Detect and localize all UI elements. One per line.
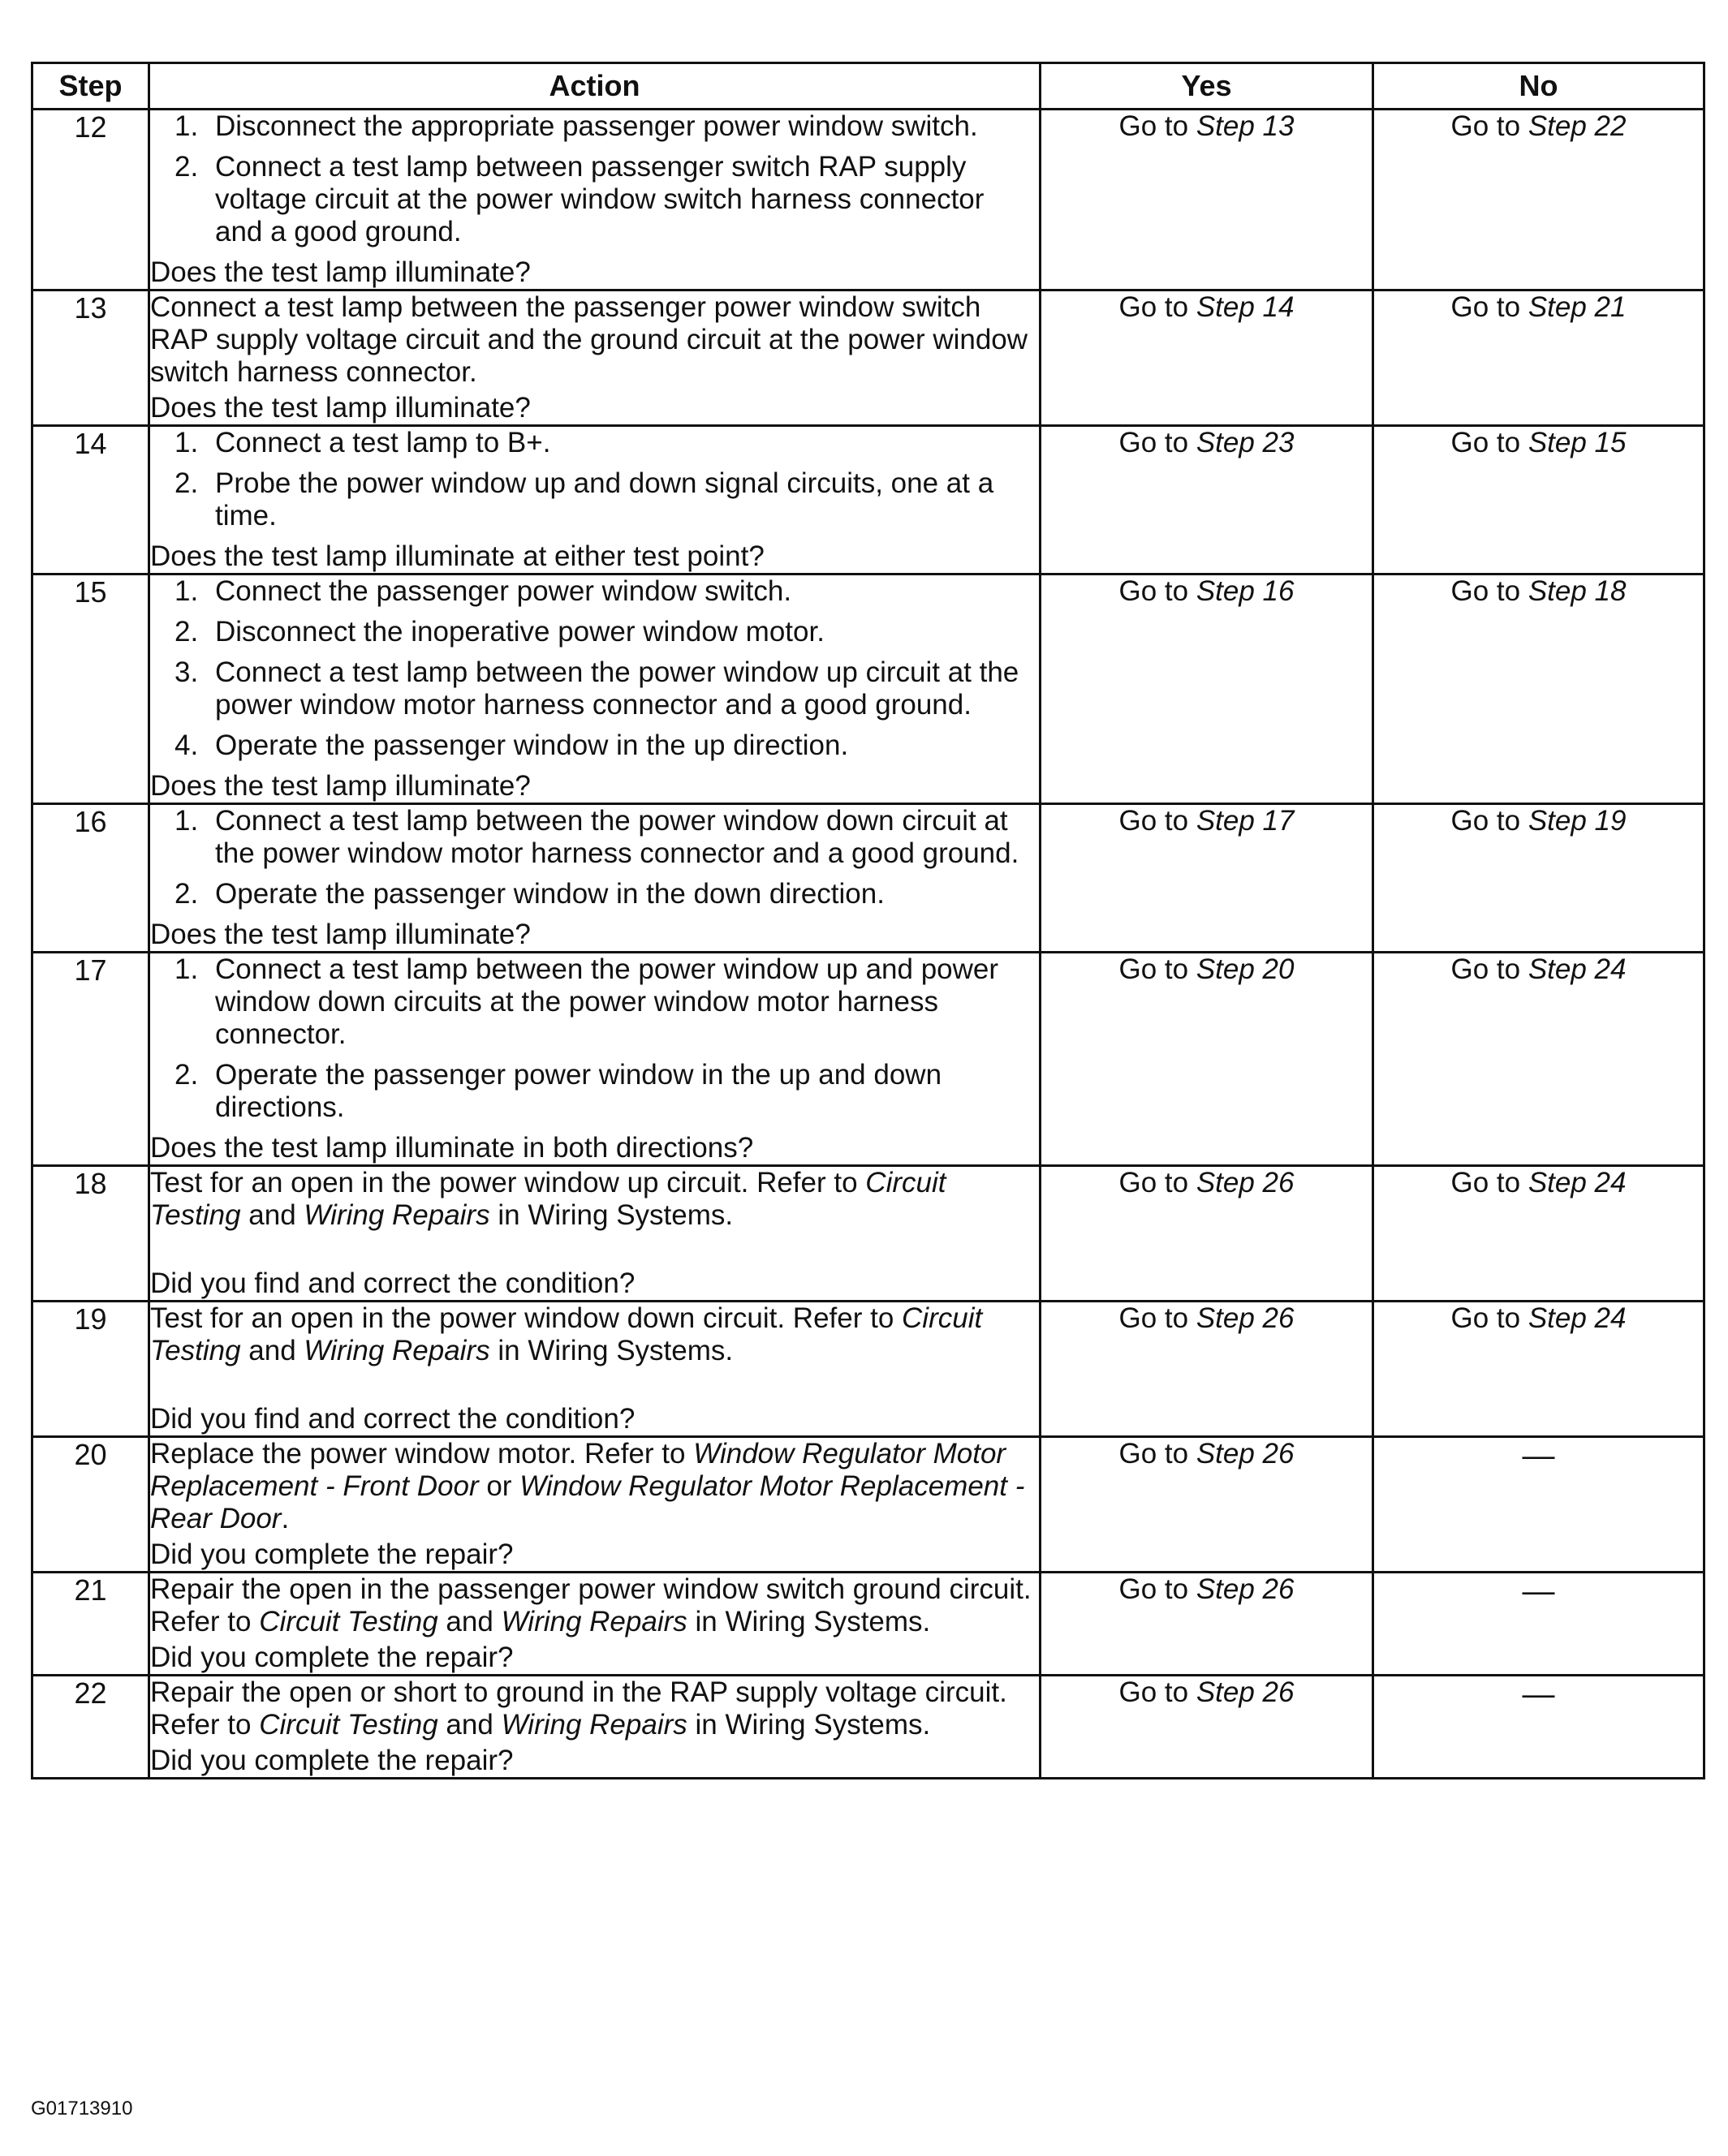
question-text: Does the test lamp illuminate? xyxy=(150,256,531,288)
no-prefix: Go to xyxy=(1450,427,1528,458)
document-reference: Wiring Repairs xyxy=(304,1335,490,1366)
action-text: . xyxy=(281,1503,290,1534)
substep-item xyxy=(150,616,1039,648)
action-text: and xyxy=(437,1606,502,1637)
document-reference: Window Regulator Motor Replacement - Rear Door xyxy=(150,1470,1025,1534)
action-text: Test for an open in the power window down circuit. Refer to xyxy=(150,1302,903,1334)
no-prefix: Go to xyxy=(1450,291,1528,323)
yes-step-reference: Step 17 xyxy=(1196,805,1295,837)
yes-prefix: Go to xyxy=(1118,1167,1196,1198)
action-cell xyxy=(149,1302,1041,1437)
yes-prefix: Go to xyxy=(1118,427,1196,458)
yes-result xyxy=(1041,290,1373,426)
no-prefix: Go to xyxy=(1450,1167,1528,1198)
table-header-row xyxy=(32,63,1704,110)
no-prefix: Go to xyxy=(1450,953,1528,985)
spacer-line xyxy=(150,1367,1039,1400)
substep-item xyxy=(150,151,1039,248)
yes-prefix: Go to xyxy=(1118,1676,1196,1708)
question-text: Does the test lamp illuminate at either test point? xyxy=(150,540,765,572)
yes-prefix: Go to xyxy=(1118,1438,1196,1470)
action-cell xyxy=(149,1166,1041,1302)
substep-text: Connect a test lamp between the power window up circuit at the power window motor harness connector and a good ground. xyxy=(215,656,1019,721)
substep-number: 2. xyxy=(175,151,199,183)
yes-step-reference: Step 26 xyxy=(1196,1573,1295,1605)
action-cell xyxy=(149,1437,1041,1573)
yes-step-reference: Step 14 xyxy=(1196,291,1295,323)
yes-prefix: Go to xyxy=(1118,1302,1196,1334)
substep-list xyxy=(150,427,1039,532)
substep-text: Connect a test lamp between passenger switch RAP supply voltage circuit at the power window switch harness connector and a good ground. xyxy=(215,151,985,247)
substep-number: 1. xyxy=(175,427,199,458)
no-prefix: Go to xyxy=(1450,805,1528,837)
yes-result xyxy=(1041,1302,1373,1437)
no-result xyxy=(1373,575,1704,804)
substep-number: 1. xyxy=(175,575,199,607)
substep-text: Disconnect the inoperative power window motor. xyxy=(215,616,825,648)
substep-item xyxy=(150,878,1039,910)
substep-number: 2. xyxy=(175,878,199,910)
action-text: and xyxy=(240,1335,304,1366)
substep-number: 3. xyxy=(175,656,199,688)
no-step-reference: Step 24 xyxy=(1528,1167,1627,1198)
question-text: Does the test lamp illuminate? xyxy=(150,770,531,802)
no-result xyxy=(1373,804,1704,953)
substep-number: 2. xyxy=(175,1059,199,1091)
yes-prefix: Go to xyxy=(1118,110,1196,142)
step-number: 19 xyxy=(32,1302,149,1437)
yes-step-reference: Step 26 xyxy=(1196,1438,1295,1470)
table-row xyxy=(32,110,1704,290)
yes-result xyxy=(1041,1166,1373,1302)
action-text: Repair the open in the passenger power window switch ground circuit. Refer to xyxy=(150,1573,1032,1637)
substep-list xyxy=(150,575,1039,762)
table-row xyxy=(32,1573,1704,1676)
yes-result xyxy=(1041,804,1373,953)
action-text: Replace the power window motor. Refer to xyxy=(150,1438,694,1470)
substep-item xyxy=(150,110,1039,143)
substep-number: 4. xyxy=(175,729,199,761)
substep-number: 1. xyxy=(175,953,199,985)
no-step-reference: Step 19 xyxy=(1528,805,1627,837)
header-yes: Yes xyxy=(1041,63,1373,110)
table-row xyxy=(32,1302,1704,1437)
action-text: Repair the open or short to ground in the RAP supply voltage circuit. Refer to xyxy=(150,1676,1007,1741)
document-reference: Circuit Testing xyxy=(259,1709,438,1741)
substep-item xyxy=(150,729,1039,762)
substep-list xyxy=(150,110,1039,248)
substep-text: Operate the passenger window in the up direction. xyxy=(215,729,849,761)
question-text: Did you find and correct the condition? xyxy=(150,1403,636,1435)
substep-number: 1. xyxy=(175,110,199,142)
substep-text: Connect a test lamp between the power window up and power window down circuits at the power window motor harness connector. xyxy=(215,953,999,1050)
action-text: and xyxy=(437,1709,502,1741)
step-number: 15 xyxy=(32,575,149,804)
yes-result xyxy=(1041,953,1373,1166)
document-reference: Circuit Testing xyxy=(150,1167,946,1231)
table-row xyxy=(32,426,1704,575)
action-cell xyxy=(149,110,1041,290)
table-row xyxy=(32,1166,1704,1302)
substep-item xyxy=(150,467,1039,532)
step-number: 13 xyxy=(32,290,149,426)
no-prefix: Go to xyxy=(1450,575,1528,607)
action-text: or xyxy=(478,1470,520,1502)
yes-result xyxy=(1041,110,1373,290)
question-text: Does the test lamp illuminate? xyxy=(150,919,531,950)
document-reference: Circuit Testing xyxy=(259,1606,438,1637)
document-reference: Wiring Repairs xyxy=(501,1606,687,1637)
step-number: 12 xyxy=(32,110,149,290)
no-prefix: Go to xyxy=(1450,1302,1528,1334)
no-step-reference: Step 22 xyxy=(1528,110,1627,142)
substep-item xyxy=(150,427,1039,459)
substep-item xyxy=(150,575,1039,608)
diagnostic-table xyxy=(31,62,1705,1779)
action-cell xyxy=(149,804,1041,953)
yes-result xyxy=(1041,426,1373,575)
yes-prefix: Go to xyxy=(1118,1573,1196,1605)
action-paragraph xyxy=(150,1167,1039,1232)
yes-step-reference: Step 23 xyxy=(1196,427,1295,458)
step-number: 17 xyxy=(32,953,149,1166)
table-row xyxy=(32,953,1704,1166)
yes-step-reference: Step 16 xyxy=(1196,575,1295,607)
yes-result xyxy=(1041,1573,1373,1676)
yes-step-reference: Step 26 xyxy=(1196,1167,1295,1198)
step-number: 22 xyxy=(32,1676,149,1779)
table-row xyxy=(32,1676,1704,1779)
no-result-dash: — xyxy=(1373,1676,1704,1779)
table-row xyxy=(32,804,1704,953)
header-action: Action xyxy=(149,63,1041,110)
substep-text: Connect a test lamp to B+. xyxy=(215,427,551,458)
question-text: Does the test lamp illuminate in both directions? xyxy=(150,1132,754,1164)
figure-id-label: G01713910 xyxy=(31,2098,133,2119)
question-text: Did you complete the repair? xyxy=(150,1745,514,1776)
action-cell xyxy=(149,290,1041,426)
step-number: 16 xyxy=(32,804,149,953)
action-cell xyxy=(149,1573,1041,1676)
document-reference: Wiring Repairs xyxy=(501,1709,687,1741)
spacer-line xyxy=(150,1232,1039,1264)
no-step-reference: Step 24 xyxy=(1528,953,1627,985)
action-paragraph: Connect a test lamp between the passenger power window switch RAP supply voltage circuit and the ground circuit at the power window switch harness connector. xyxy=(150,291,1028,388)
action-paragraph xyxy=(150,1302,1039,1367)
substep-text: Operate the passenger window in the down direction. xyxy=(215,878,885,910)
action-text: and xyxy=(240,1199,304,1231)
substep-number: 2. xyxy=(175,467,199,499)
substep-list xyxy=(150,805,1039,910)
substep-item xyxy=(150,656,1039,721)
question-text: Did you find and correct the condition? xyxy=(150,1267,636,1299)
yes-step-reference: Step 26 xyxy=(1196,1676,1295,1708)
no-result-dash: — xyxy=(1373,1437,1704,1573)
yes-prefix: Go to xyxy=(1118,291,1196,323)
question-text: Did you complete the repair? xyxy=(150,1538,514,1570)
step-number: 14 xyxy=(32,426,149,575)
substep-text: Probe the power window up and down signal circuits, one at a time. xyxy=(215,467,994,531)
yes-step-reference: Step 20 xyxy=(1196,953,1295,985)
substep-item xyxy=(150,953,1039,1051)
yes-prefix: Go to xyxy=(1118,805,1196,837)
yes-step-reference: Step 13 xyxy=(1196,110,1295,142)
no-step-reference: Step 18 xyxy=(1528,575,1627,607)
document-reference: Circuit Testing xyxy=(150,1302,983,1366)
action-paragraph xyxy=(150,1676,1039,1741)
action-cell xyxy=(149,575,1041,804)
yes-result xyxy=(1041,1437,1373,1573)
yes-result xyxy=(1041,575,1373,804)
yes-result xyxy=(1041,1676,1373,1779)
document-reference: Window Regulator Motor Replacement - Front Door xyxy=(150,1438,1006,1502)
document-reference: Wiring Repairs xyxy=(304,1199,490,1231)
action-paragraph xyxy=(150,1438,1039,1535)
substep-text: Disconnect the appropriate passenger power window switch. xyxy=(215,110,978,142)
no-result xyxy=(1373,953,1704,1166)
header-step: Step xyxy=(32,63,149,110)
table-body xyxy=(32,110,1704,1779)
no-prefix: Go to xyxy=(1450,110,1528,142)
substep-number: 2. xyxy=(175,616,199,648)
substep-text: Connect the passenger power window switch. xyxy=(215,575,792,607)
no-result xyxy=(1373,290,1704,426)
substep-text: Operate the passenger power window in the up and down directions. xyxy=(215,1059,942,1123)
no-step-reference: Step 24 xyxy=(1528,1302,1627,1334)
table-row xyxy=(32,290,1704,426)
action-text: in Wiring Systems. xyxy=(687,1606,931,1637)
no-result xyxy=(1373,1302,1704,1437)
action-text: in Wiring Systems. xyxy=(489,1335,734,1366)
substep-number: 1. xyxy=(175,805,199,837)
substep-list xyxy=(150,953,1039,1124)
no-step-reference: Step 15 xyxy=(1528,427,1627,458)
step-number: 21 xyxy=(32,1573,149,1676)
header-no: No xyxy=(1373,63,1704,110)
no-result xyxy=(1373,1166,1704,1302)
no-result xyxy=(1373,110,1704,290)
action-text: Test for an open in the power window up circuit. Refer to xyxy=(150,1167,866,1198)
action-paragraph xyxy=(150,1573,1039,1638)
yes-prefix: Go to xyxy=(1118,575,1196,607)
question-text: Does the test lamp illuminate? xyxy=(150,392,531,424)
table-row xyxy=(32,1437,1704,1573)
action-text: in Wiring Systems. xyxy=(489,1199,734,1231)
yes-step-reference: Step 26 xyxy=(1196,1302,1295,1334)
no-result xyxy=(1373,426,1704,575)
step-number: 20 xyxy=(32,1437,149,1573)
question-text: Did you complete the repair? xyxy=(150,1642,514,1673)
action-cell xyxy=(149,426,1041,575)
substep-item xyxy=(150,1059,1039,1124)
action-cell xyxy=(149,1676,1041,1779)
table-row xyxy=(32,575,1704,804)
no-step-reference: Step 21 xyxy=(1528,291,1627,323)
yes-prefix: Go to xyxy=(1118,953,1196,985)
substep-item xyxy=(150,805,1039,870)
substep-text: Connect a test lamp between the power window down circuit at the power window motor harness connector and a good ground. xyxy=(215,805,1019,869)
step-number: 18 xyxy=(32,1166,149,1302)
no-result-dash: — xyxy=(1373,1573,1704,1676)
action-text: in Wiring Systems. xyxy=(687,1709,931,1741)
action-cell xyxy=(149,953,1041,1166)
